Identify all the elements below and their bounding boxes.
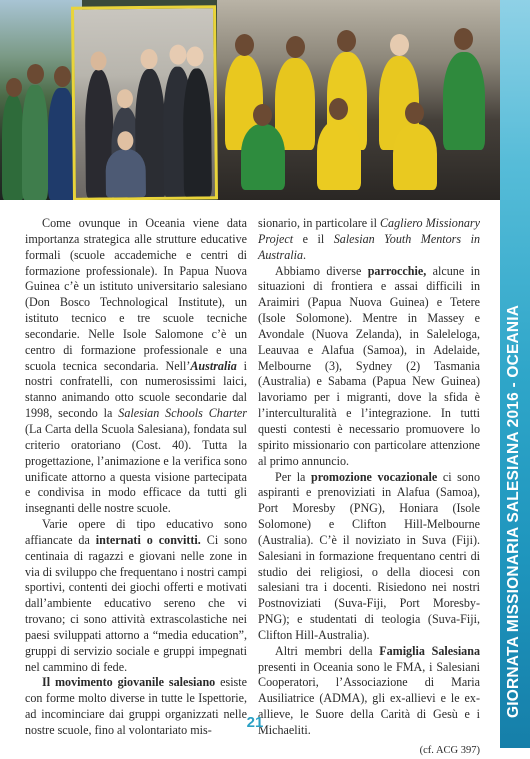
text-run: esiste con forme molto diverse in tutte le Ispettorie, ad incominciare dai gruppi organizzati nelle nostre scuole, fino al volontariato mis- — [25, 675, 247, 737]
photo-group-outdoor — [0, 0, 82, 200]
text-run: alcune in situazioni di frontiera e assai difficili in Araimiri (Papua Nuova Guinea) e Tetere (Isole Solomone). Mentre in Massey e Avondale (Nuova Zelanda), in Saleleloga, Leauvaa e Alafua (Samoa), in Adelaide, Melbourne (3), Sydney (2) Tasmania (Australia) e Sabama (Papua New Guinea) lavoriamo per i migranti, dove la sfida è l’interculturalità e l’integrazione. In tutti questi contesti è necessario promuovere lo spirito missionario con particolare attenzione al primo annuncio. — [258, 263, 480, 468]
bold-text: Il movimento giovanile salesiano — [42, 675, 216, 690]
page-number: 21 — [246, 714, 264, 731]
text-run: Varie opere di tipo educativo sono affiancate da — [25, 517, 247, 547]
text-run: Ci sono centinaia di ragazzi e giovani nelle zone in via di sviluppo che frequentano i nostri campi sportivi, contenti dei giochi offerti e motivati dall’ambiente educativo sereno che vi trovano; ci sono attività extrascolastiche nei paesi sviluppati attorno a “media education”, gruppi di servizio sociale e gruppi impegnati nel cammino di fede. — [25, 532, 247, 674]
paragraph — [25, 517, 247, 675]
text-column-left — [25, 216, 247, 739]
photo-group-indoor — [71, 5, 218, 200]
bold-text: parrocchie, — [367, 263, 427, 278]
photo-group-yellow-shirts — [217, 0, 500, 200]
italic-text: Salesian Schools Charter — [118, 406, 248, 421]
paragraph — [258, 644, 480, 739]
paragraph — [258, 264, 480, 470]
bold-text: Australia — [190, 358, 237, 373]
bold-text: promozione vocazionale — [311, 469, 438, 484]
text-run: Altri membri della — [275, 643, 380, 658]
bold-text: Famiglia Salesiana — [379, 643, 480, 658]
text-run: sionario, in particolare il — [258, 216, 380, 230]
text-run: ci sono aspiranti e prenoviziati in Alafua (Samoa), Port Moresby (PNG), Honiara (Isole Solomone) e Clifton Hill-Melbourne (Australia). C’è il noviziato in Suva (Fiji). Salesiani in formazione frequentano centri di studio dei religiosi, o della diocesi con salesiani tra i docenti. Risiedono nei nostri Postnoviziati (Suva-Fiji, Port Moresby-PNG); e studentati di teologia (Suva-Fiji, Clifton Hill-Australia). — [258, 469, 481, 642]
bold-text: internati o convitti. — [95, 532, 201, 547]
text-run: (La Carta della Scuola Salesiana), fondata sul criterio oratoriano (Cost. 40). Tutta la progettazione, l’animazione e la verifica sono unificate attorno a questa visione partecipata e condivisa in modo efficace da tutti gli insegnanti delle nostre scuole. — [25, 421, 247, 516]
text-run: Come ovunque in Oceania viene data importanza strategica alle strutture educative formali (scuole accademiche e centri di formazione professionale). In Papua Nuova Guinea c’è un istituto universitario salesiano (Don Bosco Technological Institute), un istituto tecnico e tre scuole tecniche secondarie. Nelle Isole Salomone c’è un centro di formazione professionale e una scuola tecnica secondaria. Nell’ — [25, 216, 247, 373]
text-run: Per la — [275, 469, 311, 484]
paragraph — [258, 470, 480, 644]
paragraph — [25, 216, 247, 517]
italic-text: Salesian Youth Mentors in Australia — [258, 231, 480, 262]
paragraph — [258, 216, 480, 264]
citation: (cf. ACG 397) — [419, 744, 480, 756]
text-column-right — [258, 216, 480, 759]
italic-text: Cagliero Missionary Project — [258, 216, 481, 246]
text-run: e il — [293, 231, 334, 246]
side-title: GIORNATA MISSIONARIA SALESIANA 2016 - OCEANIA — [505, 304, 522, 718]
text-run: Abbiamo diverse — [275, 263, 368, 278]
paragraph — [25, 675, 247, 738]
text-run: presenti in Oceania sono le FMA, i Salesiani Cooperatori, l’Associazione di Maria Ausiliatrice (ADMA), gli ex-allievi e le ex-allieve, le Suore della Carità di Gesù e i Michaeliti. — [258, 659, 480, 737]
photo-strip — [0, 0, 500, 200]
text-run: i nostri confratelli, con numerosissimi laici, stanno animando otto scuole secondarie dal 1998, secondo la — [25, 358, 247, 421]
text-run: . — [303, 247, 307, 262]
